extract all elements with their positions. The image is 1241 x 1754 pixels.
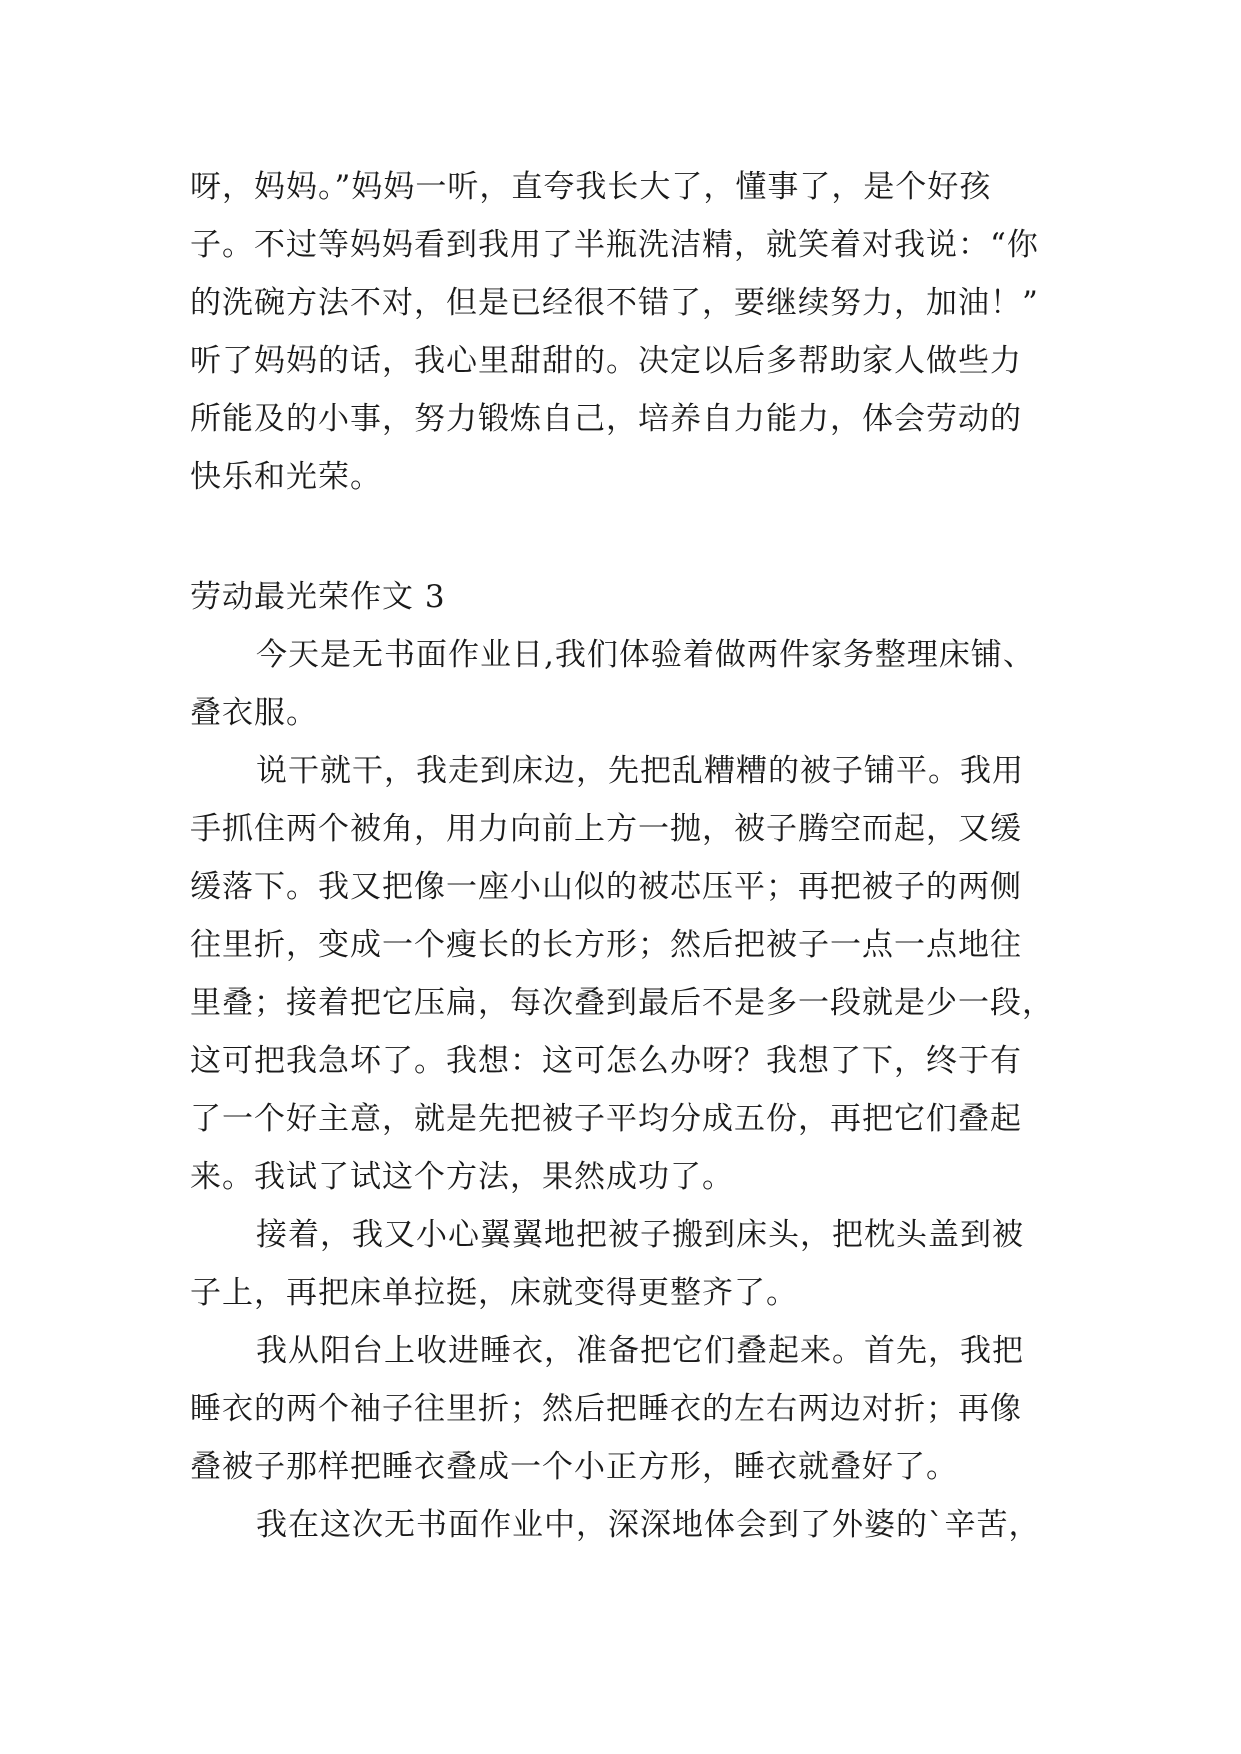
continuation-paragraph <box>190 158 1070 506</box>
text-line: 的洗碗方法不对，但是已经很不错了，要继续努力，加油！” <box>190 285 1039 321</box>
text-line: 说干就干，我走到床边，先把乱糟糟的被子铺平。我用 <box>256 753 1024 789</box>
text-line: 子上，再把床单拉挺，床就变得更整齐了。 <box>190 1275 798 1311</box>
text-line: 我在这次无书面作业中，深深地体会到了外婆的`辛苦， <box>256 1507 1041 1543</box>
text-line: 往里折，变成一个瘦长的长方形；然后把被子一点一点地往 <box>190 927 1022 963</box>
text-line: 我从阳台上收进睡衣，准备把它们叠起来。首先，我把 <box>256 1333 1024 1369</box>
text-line: 快乐和光荣。 <box>190 459 382 495</box>
section-title: 劳动最光荣作文 3 <box>190 579 446 615</box>
text-line: 缓落下。我又把像一座小山似的被芯压平；再把被子的两侧 <box>190 869 1022 905</box>
section-body <box>190 626 1070 1554</box>
text-line: 来。我试了试这个方法，果然成功了。 <box>190 1159 734 1195</box>
text-line: 叠被子那样把睡衣叠成一个小正方形，睡衣就叠好了。 <box>190 1449 958 1485</box>
text-line: 所能及的小事，努力锻炼自己，培养自力能力，体会劳动的 <box>190 401 1022 437</box>
text-line: 呀，妈妈。”妈妈一听，直夸我长大了，懂事了，是个好孩 <box>190 169 992 205</box>
text-line: 手抓住两个被角，用力向前上方一抛，被子腾空而起，又缓 <box>190 811 1022 847</box>
text-line: 叠衣服。 <box>190 695 318 731</box>
text-line: 接着，我又小心翼翼地把被子搬到床头，把枕头盖到被 <box>256 1217 1024 1253</box>
text-line: 子。不过等妈妈看到我用了半瓶洗洁精，就笑着对我说：“你 <box>190 227 1039 263</box>
text-line: 睡衣的两个袖子往里折；然后把睡衣的左右两边对折；再像 <box>190 1391 1022 1427</box>
text-line: 里叠；接着把它压扁，每次叠到最后不是多一段就是少一段， <box>190 985 1054 1021</box>
text-line: 听了妈妈的话，我心里甜甜的。决定以后多帮助家人做些力 <box>190 343 1022 379</box>
text-line: 今天是无书面作业日,我们体验着做两件家务整理床铺、 <box>256 637 1035 673</box>
text-line: 这可把我急坏了。我想：这可怎么办呀？我想了下，终于有 <box>190 1043 1022 1079</box>
text-line: 了一个好主意，就是先把被子平均分成五份，再把它们叠起 <box>190 1101 1022 1137</box>
